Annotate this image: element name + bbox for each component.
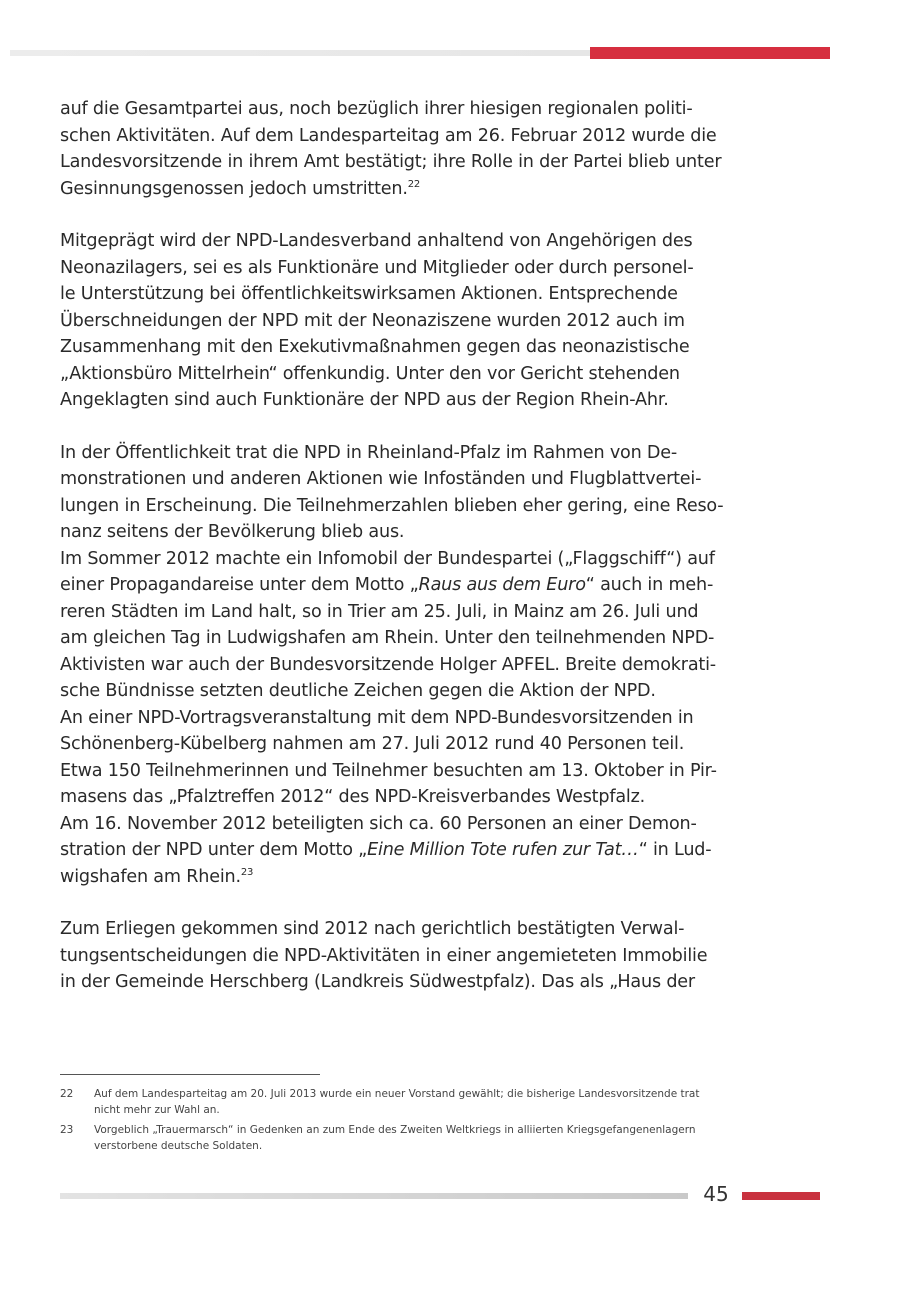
header-accent-bar	[590, 47, 830, 59]
footer-rule	[60, 1193, 688, 1199]
footnote-number: 22	[60, 1088, 74, 1100]
paragraph-5: An einer NPD-Vortragsveranstaltung mit dem NPD-Bundesvorsitzenden in Schönenberg-Kübelberg nahmen am 27. Juli 2012 rund 40 Personen teil.	[60, 707, 694, 754]
page-number: 45	[703, 1182, 729, 1206]
footer-accent-bar	[742, 1192, 820, 1200]
paragraph-4: Im Sommer 2012 machte ein Infomobil der Bundespartei („Flaggschiff“) auf einer Propagandareise unter dem Motto „Raus aus dem Euro“ auch in meh- reren Städten im Land halt, so in Trier am 25. Juli, in Mainz am 26. Juli und am gleichen Tag in Ludwigshafen am Rhein. Unter den teilnehmenden NPD- Aktivisten war auch der Bundesvorsitzende Holger APFEL. Breite demokrati- sche Bündnisse setzten deutliche Zeichen gegen die Aktion der NPD.	[60, 548, 716, 701]
footnote-ref-22: 22	[407, 178, 421, 190]
footnote-23	[60, 1122, 820, 1154]
footnote-22	[60, 1086, 820, 1118]
footnote-text: Auf dem Landesparteitag am 20. Juli 2013 wurde ein neuer Vorstand gewählt; die bisherige Landesvorsitzende trat nicht mehr zur Wahl an.	[94, 1088, 700, 1116]
body-text	[60, 96, 820, 996]
paragraph-3: In der Öffentlichkeit trat die NPD in Rheinland-Pfalz im Rahmen von De- monstrationen und anderen Aktionen wie Infoständen und Flugblattvertei- lungen in Erscheinung. Die Teilnehmerzahlen blieben eher gering, eine Reso- nanz seitens der Bevölkerung blieb aus.	[60, 442, 724, 542]
footnote-text: Vorgeblich „Trauermarsch“ in Gedenken an zum Ende des Zweiten Weltkriegs in alliierten Kriegsgefangenenlagern verstorbene deutsche Soldaten.	[94, 1124, 696, 1152]
footnote-number: 23	[60, 1124, 74, 1136]
footnotes	[60, 1086, 820, 1158]
paragraph-6: Etwa 150 Teilnehmerinnen und Teilnehmer besuchten am 13. Oktober in Pir- masens das „Pfalztreffen 2012“ des NPD-Kreisverbandes Westpfalz.	[60, 760, 717, 807]
footnote-separator	[60, 1074, 320, 1075]
footnote-ref-23: 23	[240, 866, 254, 878]
paragraph-1: auf die Gesamtpartei aus, noch bezüglich ihrer hiesigen regionalen politi- schen Aktivitäten. Auf dem Landesparteitag am 26. Februar 2012 wurde die Landesvorsitzende in ihrem Amt bestätigt; ihre Rolle in der Partei blieb unter Gesinnungsgenossen jedoch umstritten.$^{22}$	[60, 99, 722, 199]
paragraph-7: Am 16. November 2012 beteiligten sich ca. 60 Personen an einer Demon- stration der NPD unter dem Motto „Eine Million Tote rufen zur Tat…“ in Lud- wigshafen am Rhein.$^{23}$	[60, 813, 712, 887]
paragraph-8: Zum Erliegen gekommen sind 2012 nach gerichtlich bestätigten Verwal- tungsentscheidungen die NPD-Aktivitäten in einer angemieteten Immobilie in der Gemeinde Herschberg (Landkreis Südwestpfalz). Das als „Haus der	[60, 919, 708, 992]
paragraph-2: Mitgeprägt wird der NPD-Landesverband anhaltend von Angehörigen des Neonazilagers, sei es als Funktionäre und Mitglieder oder durch personel- le Unterstützung bei öffentlichkeitswirksamen Aktionen. Entsprechende Überschneidungen der NPD mit der Neonaziszene wurden 2012 auch im Zusammenhang mit den Exekutivmaßnahmen gegen das neonazistische „Aktionsbüro Mittelrhein“ offenkundig. Unter den vor Gericht stehenden Angeklagten sind auch Funktionäre der NPD aus der Region Rhein-Ahr.	[60, 231, 694, 410]
